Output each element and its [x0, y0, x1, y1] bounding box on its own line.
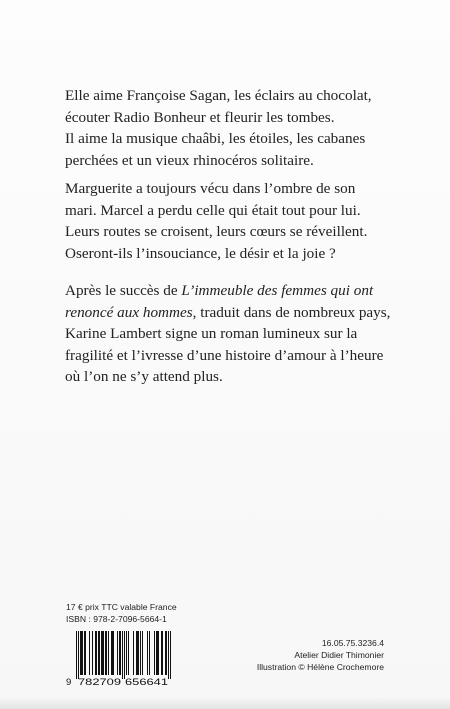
barcode-bar [81, 631, 82, 675]
barcode-bar [133, 631, 134, 675]
barcode-bar [111, 631, 112, 675]
barcode-bar [101, 631, 102, 675]
barcode-bar [165, 631, 166, 675]
isbn-text: ISBN : 978-2-7096-5664-1 [66, 614, 167, 624]
blurb-paragraph-1 [65, 85, 400, 171]
blurb-line: Leurs routes se croisent, leurs cœurs se réveillent. [65, 223, 368, 240]
blurb-line: Oseront-ils l’insouciance, le désir et la joie ? [65, 244, 336, 262]
barcode-bar [106, 631, 107, 675]
blurb-line: Il aime la musique chaâbi, les étoiles, les cabanes [65, 130, 366, 147]
barcode-bar [80, 631, 81, 675]
barcode-bar [96, 631, 97, 675]
blurb-line [65, 280, 400, 302]
barcode-bar [126, 631, 127, 675]
barcode-bar [98, 631, 99, 675]
barcode-bar [112, 631, 113, 675]
blurb-line: où l’on ne s’y attend plus. [65, 368, 223, 385]
barcode-bar [157, 631, 158, 675]
barcode-bar [122, 631, 123, 679]
barcode-bar [158, 631, 159, 675]
price-isbn-block [66, 601, 177, 625]
barcode-bar [147, 631, 148, 675]
previous-book-title: L’immeuble des femmes qui ont [181, 282, 374, 299]
price-text: 17 € prix TTC valable France [66, 602, 177, 612]
blurb-line [65, 302, 400, 324]
barcode-bar [113, 631, 114, 675]
barcode-bar [168, 631, 169, 679]
barcode-bar [128, 631, 129, 675]
barcode-bar [137, 631, 138, 675]
barcode-bar [124, 631, 125, 679]
barcode-bar [120, 631, 121, 675]
barcode-bars [76, 631, 171, 679]
barcode-bar [149, 631, 150, 675]
barcode-bar [84, 631, 85, 675]
barcode-bar [138, 631, 139, 675]
barcode-bar [95, 631, 96, 675]
barcode-bar [136, 631, 137, 675]
barcode-digits-left: 782709 [78, 677, 121, 687]
barcode-digits-right: 656641 [125, 677, 168, 687]
barcode-bar [156, 631, 157, 675]
barcode-bar [117, 631, 118, 675]
blurb-line: fragilité et l’ivresse d’une histoire d’amour à l’heure [65, 346, 384, 364]
barcode-bar [170, 631, 171, 679]
barcode-bar [105, 631, 106, 675]
illustration-credit: Illustration © Hélène Crochemore [256, 662, 384, 672]
barcode-bar [85, 631, 86, 675]
blurb-text: Après le succès de [65, 282, 182, 299]
blurb-line: Karine Lambert signe un roman lumineux sur la [65, 325, 358, 342]
barcode-bar [154, 631, 155, 675]
blurb-text: , traduit dans de nombreux pays, [192, 303, 391, 321]
barcode-bar [99, 631, 100, 675]
barcode-bar [89, 631, 90, 675]
barcode-bar [92, 631, 93, 675]
credits-block [257, 637, 384, 673]
barcode-bar [82, 631, 83, 675]
blurb-line: mari. Marcel a perdu celle qui était tout pour lui. [65, 201, 361, 219]
isbn-barcode [66, 631, 178, 687]
blurb-line: Elle aime Françoise Sagan, les éclairs au chocolat, [65, 87, 372, 104]
barcode-graphic [66, 631, 178, 687]
barcode-bar [119, 631, 120, 675]
barcode-bar [162, 631, 163, 675]
blurb-line: écouter Radio Bonheur et fleurir les tombes. [65, 108, 335, 126]
barcode-bar [78, 631, 79, 679]
blurb-paragraph-3 [65, 280, 400, 388]
blurb-line: perchées et un vieux rhinocéros solitaire. [65, 151, 314, 169]
barcode-bar [102, 631, 103, 675]
bottom-edge-shadow [0, 697, 450, 709]
product-code: 16.05.75.3236.4 [321, 638, 384, 648]
barcode-bar [166, 631, 167, 675]
previous-book-title: renoncé aux hommes [65, 303, 193, 321]
barcode-bar [142, 631, 143, 675]
studio-credit: Atelier Didier Thimonier [294, 650, 384, 660]
blurb-paragraph-2 [65, 178, 400, 264]
barcode-bar [108, 631, 109, 675]
barcode-digit-first: 9 [66, 677, 72, 687]
barcode-bar [140, 631, 141, 675]
barcode-bar [76, 631, 77, 679]
barcode-bar [103, 631, 104, 675]
blurb-line: Marguerite a toujours vécu dans l’ombre de son [65, 180, 356, 197]
barcode-bar [161, 631, 162, 675]
